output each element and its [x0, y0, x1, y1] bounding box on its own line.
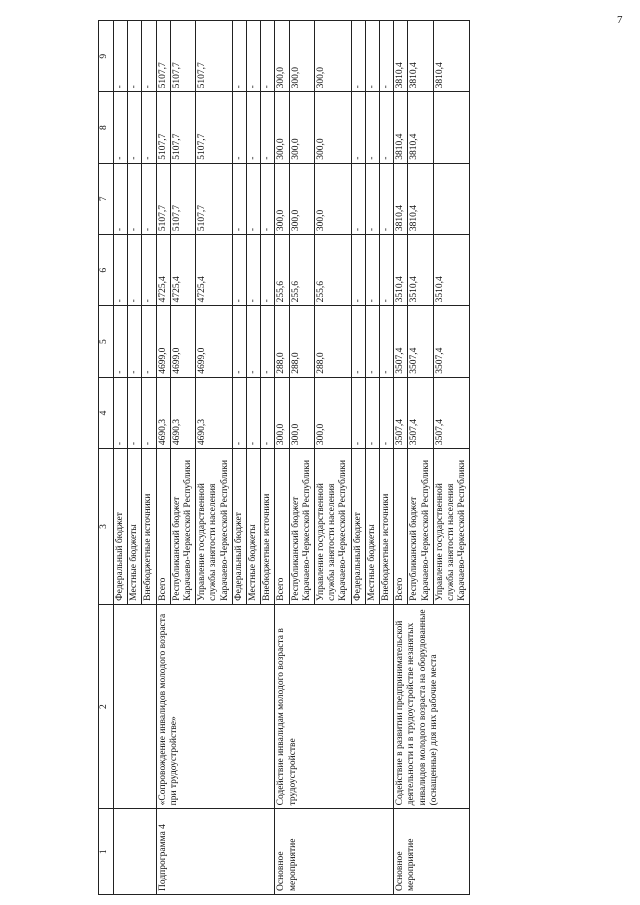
table-row	[114, 21, 128, 895]
value-cell	[433, 163, 470, 234]
header-cell: 9	[99, 21, 114, 92]
value-cell: -	[142, 92, 156, 163]
value-cell: 3810,4	[433, 21, 470, 92]
value-cell: -	[247, 235, 261, 306]
value-cell: 5107,7	[156, 21, 170, 92]
value-cell: 3510,4	[394, 235, 408, 306]
value-cell: -	[232, 306, 246, 377]
value-cell: 300,0	[275, 21, 289, 92]
value-cell: -	[365, 306, 379, 377]
value-cell: -	[261, 306, 275, 377]
funding-source-cell: Федеральный бюджет	[114, 449, 128, 605]
value-cell: 3510,4	[433, 235, 470, 306]
value-cell: -	[351, 92, 365, 163]
value-cell: 4690,3	[196, 377, 233, 448]
value-cell: -	[365, 92, 379, 163]
value-cell: -	[247, 92, 261, 163]
funding-source-cell: Управление государственной службы занятости населения Карачаево-Черкесской Республики	[315, 449, 352, 605]
value-cell: -	[128, 21, 142, 92]
header-row	[99, 21, 114, 895]
value-cell: 300,0	[289, 21, 314, 92]
value-cell: -	[114, 306, 128, 377]
value-cell: 4699,0	[196, 306, 233, 377]
value-cell: -	[142, 163, 156, 234]
value-cell: -	[261, 377, 275, 448]
value-cell: 5107,7	[196, 21, 233, 92]
program-name-cell: Содействие в развитии предпринимательской деятельности и в трудоустройстве незанятых инвалидов молодого возраста на оборудованные (оснащенные) для них рабочие места	[394, 604, 470, 809]
value-cell: -	[365, 377, 379, 448]
table-row	[275, 21, 289, 895]
value-cell: -	[351, 21, 365, 92]
value-cell: 4725,4	[156, 235, 170, 306]
value-cell: -	[232, 92, 246, 163]
value-cell: 3810,4	[394, 92, 408, 163]
value-cell: -	[247, 377, 261, 448]
value-cell: -	[232, 21, 246, 92]
rotated-table-wrapper	[98, 20, 616, 895]
value-cell: 255,6	[289, 235, 314, 306]
value-cell: 288,0	[275, 306, 289, 377]
value-cell: 4690,3	[156, 377, 170, 448]
funding-source-cell: Внебюджетные источники	[142, 449, 156, 605]
funding-source-cell: Внебюджетные источники	[380, 449, 394, 605]
value-cell: -	[380, 306, 394, 377]
value-cell: 3810,4	[408, 92, 433, 163]
header-cell: 8	[99, 92, 114, 163]
value-cell: -	[380, 21, 394, 92]
program-level-cell: Подпрограмма 4	[156, 809, 275, 895]
value-cell: -	[351, 306, 365, 377]
value-cell: -	[128, 92, 142, 163]
value-cell: 3507,4	[394, 377, 408, 448]
program-level-cell	[114, 809, 157, 895]
funding-source-cell: Федеральный бюджет	[232, 449, 246, 605]
value-cell: 255,6	[275, 235, 289, 306]
value-cell: -	[142, 235, 156, 306]
value-cell: -	[261, 21, 275, 92]
value-cell: -	[261, 235, 275, 306]
program-name-cell	[114, 604, 157, 809]
value-cell: -	[261, 92, 275, 163]
value-cell: 288,0	[315, 306, 352, 377]
funding-source-cell: Республиканский бюджет Карачаево-Черкесской Республики	[289, 449, 314, 605]
value-cell: -	[351, 377, 365, 448]
value-cell: 5107,7	[170, 21, 195, 92]
value-cell: 3810,4	[408, 21, 433, 92]
value-cell: -	[114, 163, 128, 234]
value-cell: -	[128, 306, 142, 377]
value-cell: -	[142, 21, 156, 92]
value-cell: -	[365, 235, 379, 306]
value-cell: 5107,7	[196, 163, 233, 234]
header-cell: 2	[99, 604, 114, 809]
value-cell: 300,0	[289, 377, 314, 448]
value-cell: 3507,4	[408, 306, 433, 377]
value-cell: -	[114, 92, 128, 163]
funding-source-cell: Всего	[156, 449, 170, 605]
table-row	[394, 21, 408, 895]
value-cell: 255,6	[315, 235, 352, 306]
value-cell: -	[142, 306, 156, 377]
value-cell: 4725,4	[196, 235, 233, 306]
value-cell: 5107,7	[170, 92, 195, 163]
value-cell: -	[380, 235, 394, 306]
value-cell: -	[247, 163, 261, 234]
funding-source-cell: Республиканский бюджет Карачаево-Черкесской Республики	[408, 449, 433, 605]
value-cell: 5107,7	[156, 163, 170, 234]
value-cell: -	[128, 163, 142, 234]
value-cell: 300,0	[275, 377, 289, 448]
funding-source-cell: Местные бюджеты	[128, 449, 142, 605]
value-cell: 300,0	[315, 377, 352, 448]
value-cell: 288,0	[289, 306, 314, 377]
funding-source-cell: Местные бюджеты	[247, 449, 261, 605]
value-cell: -	[232, 163, 246, 234]
value-cell: 5107,7	[170, 163, 195, 234]
value-cell: -	[365, 21, 379, 92]
value-cell: 3810,4	[394, 21, 408, 92]
value-cell: 300,0	[275, 163, 289, 234]
page-number: 7	[617, 14, 623, 26]
value-cell: 4699,0	[156, 306, 170, 377]
header-cell: 4	[99, 377, 114, 448]
header-cell: 1	[99, 809, 114, 895]
program-level-cell: Основное мероприятие	[394, 809, 470, 895]
value-cell: -	[380, 163, 394, 234]
value-cell: -	[351, 235, 365, 306]
value-cell: 300,0	[289, 163, 314, 234]
value-cell: 4699,0	[170, 306, 195, 377]
value-cell: 3507,4	[394, 306, 408, 377]
value-cell: 3507,4	[433, 306, 470, 377]
value-cell: 4725,4	[170, 235, 195, 306]
value-cell: 300,0	[315, 21, 352, 92]
value-cell: 5107,7	[196, 92, 233, 163]
value-cell	[433, 92, 470, 163]
table-row	[156, 21, 170, 895]
value-cell: 5107,7	[156, 92, 170, 163]
value-cell: -	[114, 21, 128, 92]
financing-table	[98, 20, 470, 895]
value-cell: -	[351, 163, 365, 234]
value-cell: -	[261, 163, 275, 234]
value-cell: -	[380, 92, 394, 163]
value-cell: 3810,4	[408, 163, 433, 234]
funding-source-cell: Всего	[394, 449, 408, 605]
program-name-cell: «Сопровождение инвалидов молодого возраста при трудоустройстве»	[156, 604, 275, 809]
funding-source-cell: Управление государственной службы занятости населения Карачаево-Черкесской Республики	[196, 449, 233, 605]
funding-source-cell: Федеральный бюджет	[351, 449, 365, 605]
value-cell: 3510,4	[408, 235, 433, 306]
value-cell: -	[380, 377, 394, 448]
value-cell: 300,0	[315, 163, 352, 234]
value-cell: 300,0	[275, 92, 289, 163]
funding-source-cell: Внебюджетные источники	[261, 449, 275, 605]
funding-source-cell: Местные бюджеты	[365, 449, 379, 605]
value-cell: 4690,3	[170, 377, 195, 448]
header-cell: 6	[99, 235, 114, 306]
value-cell: 300,0	[315, 92, 352, 163]
value-cell: -	[128, 377, 142, 448]
value-cell: -	[247, 21, 261, 92]
value-cell: 300,0	[289, 92, 314, 163]
value-cell: -	[114, 235, 128, 306]
value-cell: -	[247, 306, 261, 377]
header-cell: 3	[99, 449, 114, 605]
funding-source-cell: Управление государственной службы занятости населения Карачаево-Черкесской Республики	[433, 449, 470, 605]
header-cell: 5	[99, 306, 114, 377]
value-cell: 3507,4	[408, 377, 433, 448]
value-cell: -	[365, 163, 379, 234]
value-cell: -	[128, 235, 142, 306]
funding-source-cell: Всего	[275, 449, 289, 605]
value-cell: -	[232, 377, 246, 448]
program-name-cell: Содействие инвалидам молодого возраста в трудоустройстве	[275, 604, 394, 809]
funding-source-cell: Республиканский бюджет Карачаево-Черкесской Республики	[170, 449, 195, 605]
value-cell: -	[232, 235, 246, 306]
value-cell: 3810,4	[394, 163, 408, 234]
value-cell: 3507,4	[433, 377, 470, 448]
value-cell: -	[142, 377, 156, 448]
value-cell: -	[114, 377, 128, 448]
header-cell: 7	[99, 163, 114, 234]
program-level-cell: Основное мероприятие	[275, 809, 394, 895]
